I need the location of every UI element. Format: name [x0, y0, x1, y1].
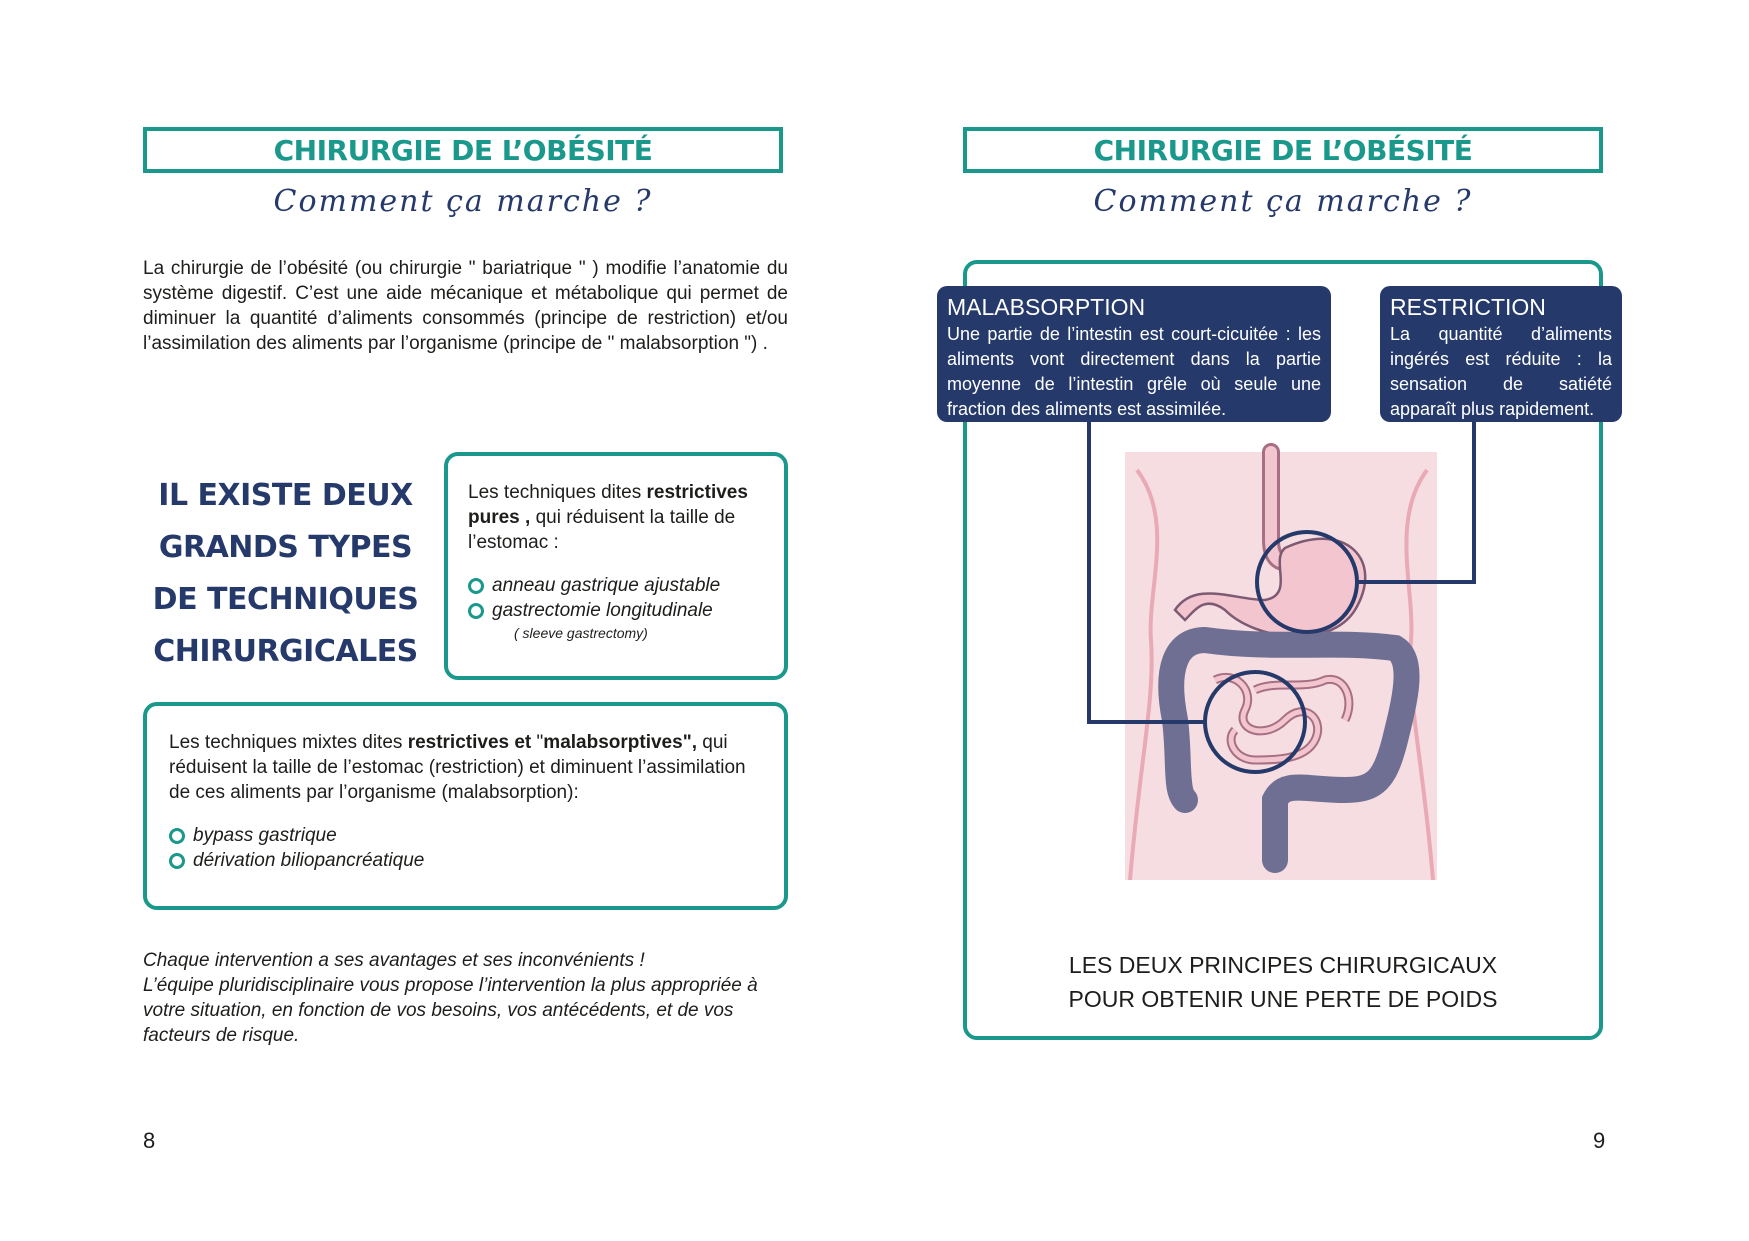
lead-text: qui réduisent la taille de l’estomac (restriction) et diminuent l’assimilation de ces aliments par l’organisme (malabsorption):: [169, 732, 746, 803]
page-number: 8: [143, 1128, 156, 1153]
lead-text: Les techniques mixtes dites: [169, 732, 408, 753]
list-item-label: anneau gastrique ajustable: [492, 575, 721, 596]
restrictive-techniques-box: [444, 452, 788, 680]
list-item: [169, 848, 762, 873]
callout-title: RESTRICTION: [1390, 294, 1546, 320]
big-heading-line: GRANDS TYPES: [158, 530, 413, 565]
left-page: [0, 0, 874, 1241]
lead-text: Les techniques dites: [468, 482, 647, 503]
big-heading-line: IL EXISTE DEUX: [158, 478, 413, 513]
mixed-lead: [169, 730, 762, 805]
bullet-circle-icon: [468, 603, 484, 619]
restrictive-lead: [468, 480, 764, 555]
callout-text: La quantité d’aliments ingérés est réduite : la sensation de satiété apparaît plus rapidement.: [1390, 324, 1612, 419]
diagram-caption: [963, 948, 1603, 1016]
mixed-techniques-box: [143, 702, 788, 910]
bullet-circle-icon: [169, 828, 185, 844]
mixed-list: [169, 823, 762, 873]
intro-paragraph: La chirurgie de l’obésité (ou chirurgie " bariatrique " ) modifie l’anatomie du système digestif. C’est une aide mécanique et métabolique qui permet de diminuer la quantité d’aliments consommés (principe de restriction) et/ou l’assimilation des aliments par l’organisme (principe de " malabsorption ") .: [143, 258, 788, 354]
right-page: [875, 0, 1749, 1241]
page-subtitle: Comment ça marche ?: [273, 184, 653, 219]
list-item-label: bypass gastrique: [193, 825, 337, 846]
bullet-circle-icon: [169, 853, 185, 869]
lead-text: ": [536, 732, 544, 753]
lead-bold: malabsorptives",: [543, 732, 697, 753]
page-number: 9: [1593, 1128, 1606, 1153]
big-heading: [143, 470, 428, 678]
closing-paragraph: L’équipe pluridisciplinaire vous propose l’intervention la plus appropriée à votre situation, en fonction de vos besoins, vos antécédents, et de vos facteurs de risque.: [143, 975, 758, 1046]
list-item: [468, 598, 764, 623]
lead-text: qui réduisent la taille de l’estomac :: [468, 507, 736, 553]
page-subtitle: Comment ça marche ?: [1093, 184, 1473, 219]
page-title: CHIRURGIE DE L’OBÉSITÉ: [1093, 133, 1473, 167]
list-item: [468, 573, 764, 598]
caption-line: LES DEUX PRINCIPES CHIRURGICAUX: [1068, 952, 1498, 978]
page-title: CHIRURGIE DE L’OBÉSITÉ: [273, 133, 653, 167]
lead-bold: restrictives pures ,: [468, 482, 748, 528]
closing-text: [143, 948, 788, 1048]
restriction-callout: [1380, 286, 1622, 422]
restrictive-list: [468, 573, 764, 643]
closing-line: Chaque intervention a ses avantages et ses inconvénients !: [143, 950, 645, 971]
list-item-label: dérivation biliopancréatique: [193, 850, 425, 871]
list-item-label: gastrectomie longitudinale: [492, 600, 713, 621]
caption-line: POUR OBTENIR UNE PERTE DE POIDS: [1068, 986, 1498, 1012]
bullet-circle-icon: [468, 578, 484, 594]
digestive-system-illustration: [875, 0, 1749, 1241]
callout-text: Une partie de l’intestin est court-cicuitée : les aliments vont directement dans la partie moyenne de l’intestin grêle où seule une fraction des aliments est assimilée.: [947, 324, 1321, 419]
big-heading-line: DE TECHNIQUES: [152, 582, 419, 617]
page-title-box: [143, 127, 783, 173]
list-item: [169, 823, 762, 848]
lead-bold: restrictives et: [407, 732, 537, 753]
callout-title: MALABSORPTION: [947, 294, 1146, 320]
big-heading-line: CHIRURGICALES: [153, 634, 418, 669]
list-item-note: ( sleeve gastrectomy): [514, 625, 648, 641]
malabsorption-callout: [937, 286, 1331, 422]
